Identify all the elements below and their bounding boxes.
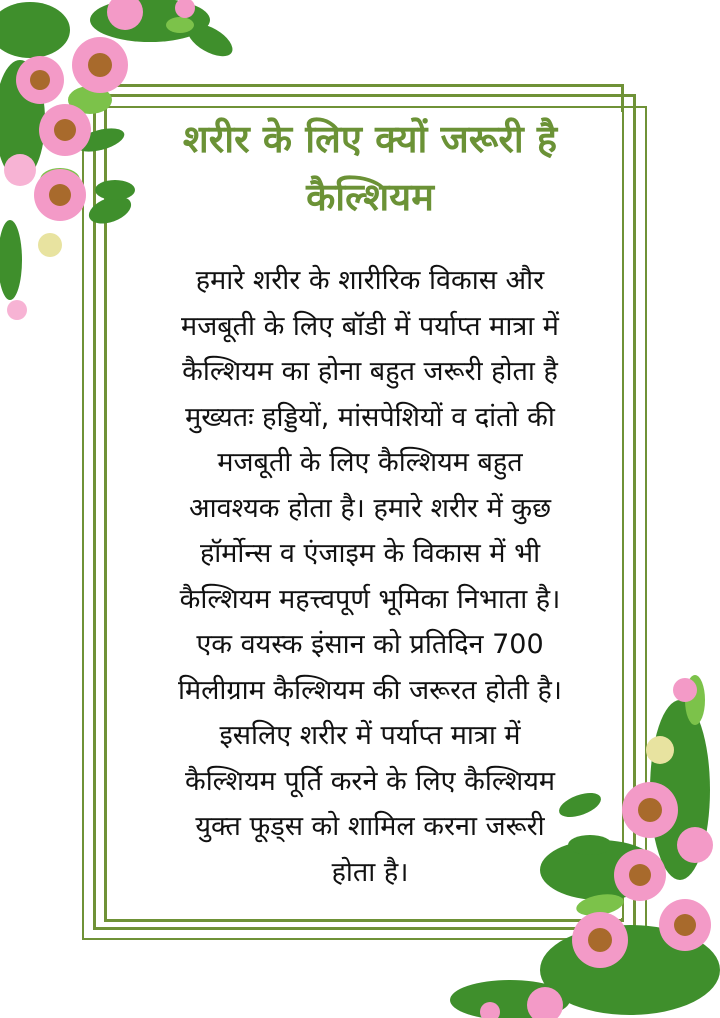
body-line: एक वयस्क इंसान को प्रतिदिन 700 [196, 629, 544, 660]
body-line: मिलीग्राम कैल्शियम की जरूरत होती है। [177, 674, 563, 706]
body-line: इसलिए शरीर में पर्याप्त मात्रा में [219, 720, 521, 751]
body-line: हमारे शरीर के शारीरिक विकास और [195, 265, 545, 296]
title-line-2: कैल्शियम [306, 175, 434, 219]
body-line: हॉर्मोन्स व एंजाइम के विकास में भी [199, 538, 541, 569]
title-line-1: शरीर के लिए क्यों जरूरी है [182, 117, 558, 161]
body-line: मुख्यतः हड्डियों, मांसपेशियों व दांतो की [185, 401, 555, 433]
page-title [120, 110, 620, 226]
body-line: कैल्शियम का होना बहुत जरूरी होता है [182, 356, 558, 387]
body-line: मजबूती के लिए कैल्शियम बहुत [217, 447, 523, 478]
floral-corner-icon [450, 640, 720, 1018]
body-line: कैल्शियम पूर्ति करने के लिए कैल्शियम [184, 765, 556, 797]
body-line: कैल्शियम महत्त्वपूर्ण भूमिका निभाता है। [179, 583, 561, 615]
body-line: होता है। [331, 856, 409, 888]
body-line: युक्त फूड्स को शामिल करना जरूरी [195, 811, 545, 842]
body-line: आवश्यक होता है। हमारे शरीर में कुछ [188, 492, 552, 524]
body-line: मजबूती के लिए बॉडी में पर्याप्त मात्रा में [181, 310, 559, 342]
